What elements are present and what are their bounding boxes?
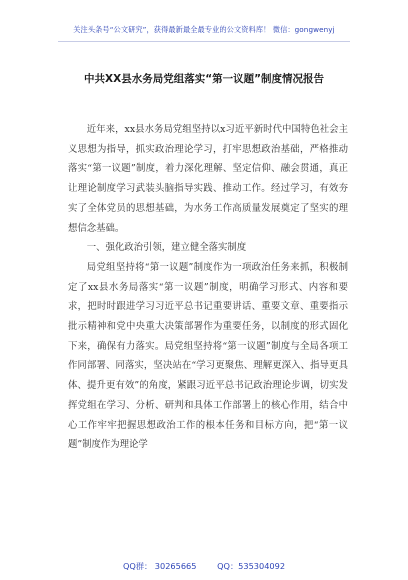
body-paragraph: 局党组坚持将“第一议题”制度作为一项政治任务来抓，积极制定了xx县水务局落实“第一议题”制度，明确学习形式、内容和要求，把时时跟进学习习近平总书记重要讲话、重要文章、重要指示批示精神和党中央重大决策部署作为重要任务，以制度的形式固化下来，确保有力落实。局党组坚持将“第一议题”制度与全局各项工作同部署、同落实，坚决站在“学习更聚焦、理解更深入、指导更具体、提升更有效”的角度，紧跟习近平总书记政治理论步调，切实发挥党组在学习、分析、研判和具体工作部署上的核心作用，结合中心工作牢牢把握思想政治工作的根本任务和目标方向，把“第一议题”制度作为理论学	[68, 261, 348, 451]
footer-qq: QQ：535304092	[217, 561, 286, 571]
header-divider	[58, 41, 350, 42]
document-title: 中共XX县水务局党组落实“第一议题”制度情况报告	[84, 73, 324, 85]
body-paragraph: 近年来，xx县水务局党组坚持以x习近平新时代中国特色社会主义思想为指导，抓实政治理论学习，打牢思想政治基础，严格推动落实“第一议题”制度，着力深化理解、坚定信仰、融会贯通，真正让理论制度学习武装头脑指导实践、推动工作。经过学习，有效夯实了全体党员的思想基础，为水务工作高质量发展奠定了坚实的理想信念基础。	[68, 124, 348, 234]
footer-qq-group: QQ群： 30265665	[122, 561, 197, 571]
section-heading: 一、强化政治引领，建立健全落实制度	[86, 242, 247, 254]
footer-contact	[0, 561, 408, 572]
header-note: 关注头条号“公文研究”，获得最新最全最专业的公文资料库！ 微信：gongwenyj	[73, 25, 335, 34]
document-body	[68, 120, 348, 455]
